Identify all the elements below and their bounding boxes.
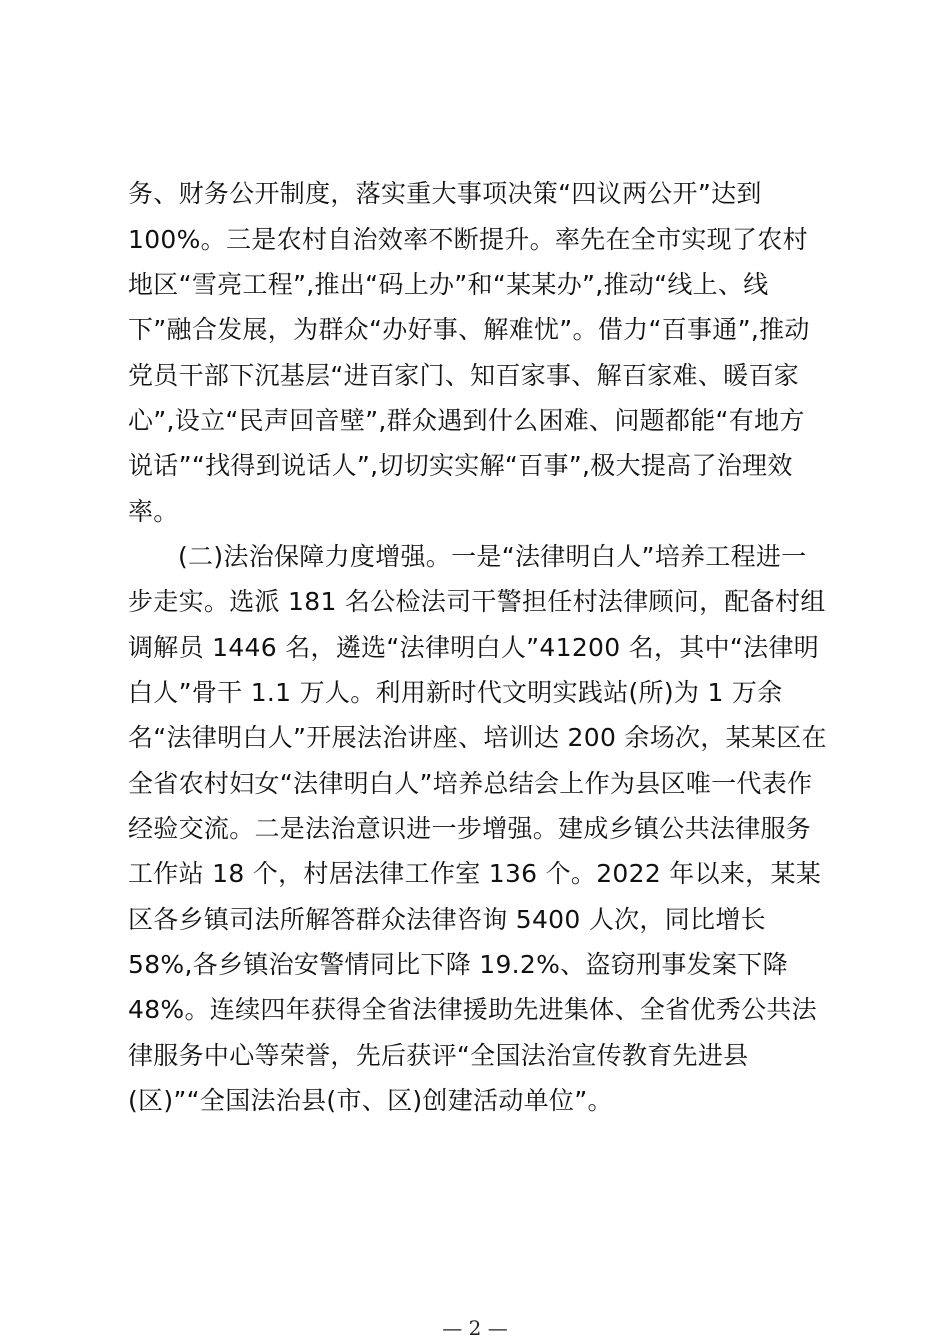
- text-line: 地区“雪亮工程”,推出“码上办”和“某某办”,推动“线上、线: [128, 270, 769, 299]
- page-number: — 2 —: [442, 1316, 508, 1340]
- text-line: 说话”“找得到说话人”,切切实实解“百事”,极大提高了治理效: [128, 451, 793, 480]
- text-line: 名“法律明白人”开展法治讲座、培训达 200 余场次，某某区在: [128, 723, 827, 752]
- text-line: 务、财务公开制度，落实重大事项决策“四议两公开”达到: [128, 179, 762, 208]
- text-line: 经验交流。二是法治意识进一步增强。建成乡镇公共法律服务: [128, 814, 812, 843]
- text-line: 48%。连续四年获得全省法律援助先进集体、全省优秀公共法: [128, 995, 817, 1024]
- text-line: 律服务中心等荣誉，先后获评“全国法治宣传教育先进县: [128, 1041, 749, 1070]
- text-line: 党员干部下沉基层“进百家门、知百家事、解百家难、暖百家: [128, 361, 800, 390]
- text-line: 工作站 18 个，村居法律工作室 136 个。2022 年以来，某某: [128, 859, 822, 888]
- text-line: 白人”骨干 1.1 万人。利用新时代文明实践站(所)为 1 万余: [128, 678, 783, 707]
- text-line: 调解员 1446 名，遴选“法律明白人”41200 名，其中“法律明: [128, 633, 820, 662]
- text-line: 区各乡镇司法所解答群众法律咨询 5400 人次，同比增长: [128, 905, 766, 934]
- text-line: 58%,各乡镇治安警情同比下降 19.2%、盗窃刑事发案下降: [128, 950, 788, 979]
- text-line: 步走实。选派 181 名公检法司干警担任村法律顾问，配备村组: [128, 587, 826, 616]
- text-line: 心”,设立“民声回音壁”,群众遇到什么困难、问题都能“有地方: [128, 406, 805, 435]
- text-line: 全省农村妇女“法律明白人”培养总结会上作为县区唯一代表作: [128, 769, 813, 798]
- section-heading-line: (二)法治保障力度增强。一是“法律明白人”培养工程进一: [178, 542, 807, 571]
- text-line: 下”融合发展，为群众“办好事、解难忧”。借力“百事通”,推动: [128, 315, 810, 344]
- text-line: 率。: [128, 497, 179, 526]
- text-line: (区)”“全国法治县(市、区)创建活动单位”。: [128, 1086, 613, 1115]
- text-line: 100%。三是农村自治效率不断提升。率先在全市实现了农村: [128, 225, 808, 254]
